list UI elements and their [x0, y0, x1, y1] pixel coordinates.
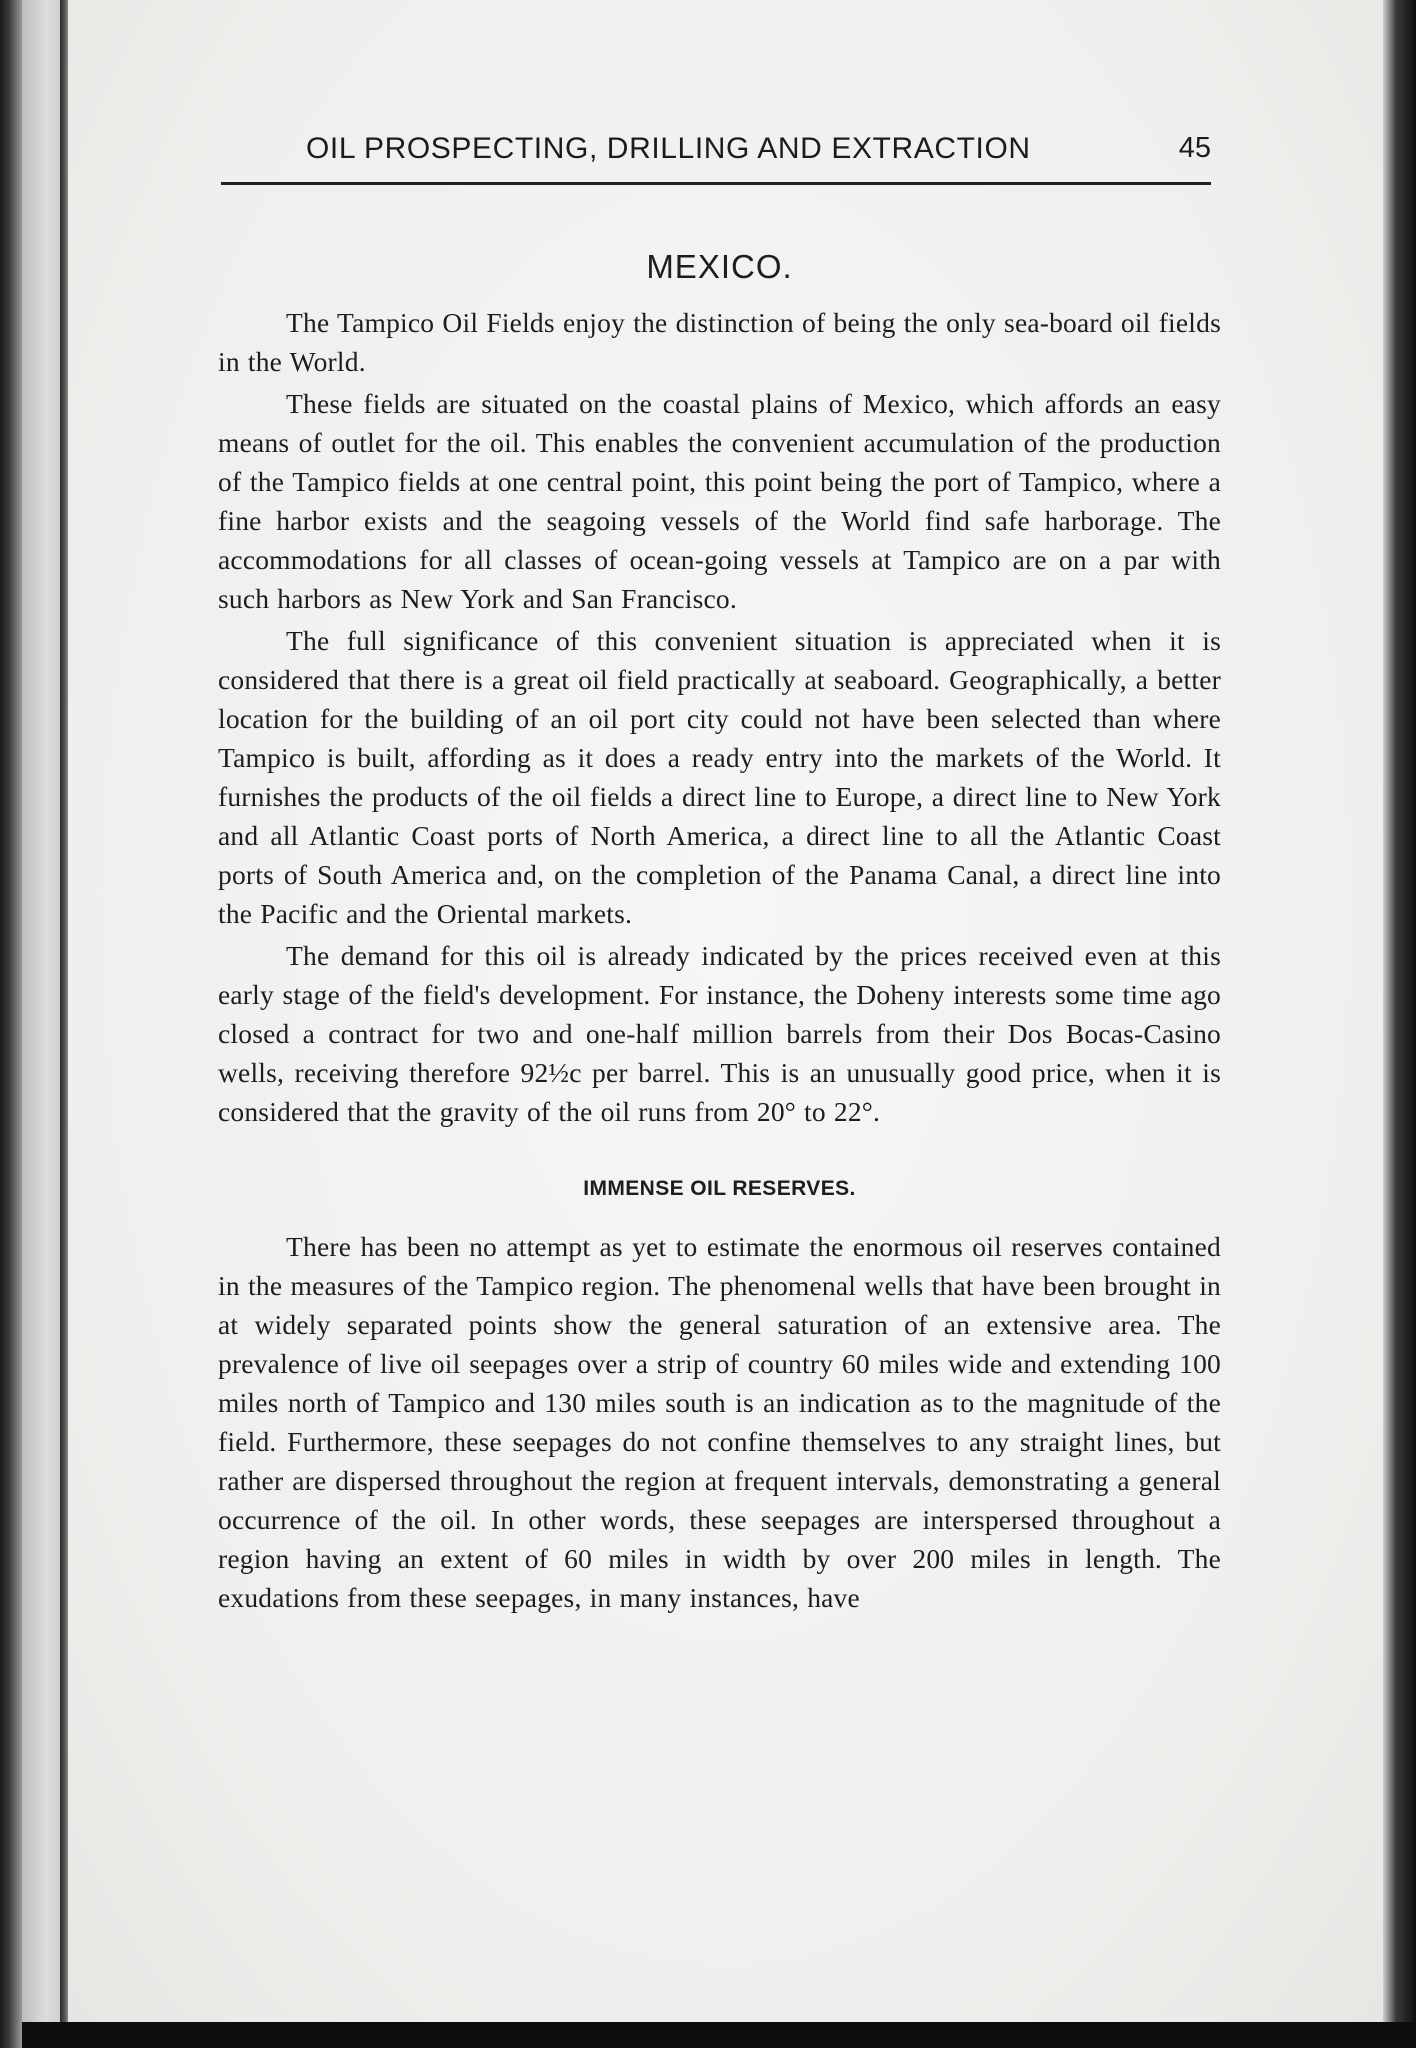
- bottom-page-edge: [22, 2022, 1416, 2048]
- page-header: [221, 132, 1211, 180]
- paragraph: The Tampico Oil Fields enjoy the distinction of being the only sea-board oil fields in the World.: [218, 307, 1221, 377]
- book-gutter: [60, 0, 68, 2048]
- paragraph: The full significance of this convenient situation is appreciated when it is considered that there is a great oil field practically at seaboard. Geographically, a better location for the building of an oil port city could not have been selected than where Tampico is built, affording as it does a ready entry into the markets of the World. It furnishes the products of the oil fields a direct line to Europe, a direct line to New York and all Atlantic Coast ports of North America, a direct line to all the Atlantic Coast ports of South America and, on the completion of the Panama Canal, a direct line into the Pacific and the Oriental markets.: [218, 625, 1221, 929]
- section-title: MEXICO.: [646, 248, 793, 285]
- paragraph: These fields are situated on the coastal plains of Mexico, which affords an easy means of outlet for the oil. This enables the convenient accumulation of the production of the Tampico fields at one central point, this point being the port of Tampico, where a fine harbor exists and the seagoing vessels of the World find safe harborage. The accommodations for all classes of ocean-going vessels at Tampico are on a par with such harbors as New York and San Francisco.: [218, 388, 1221, 614]
- page-number: 45: [1178, 132, 1211, 164]
- book-binding-edge: [0, 0, 22, 2048]
- right-page-edge: [1383, 0, 1416, 2048]
- page-body: [218, 245, 1221, 1617]
- subsection-title: IMMENSE OIL RESERVES.: [583, 1177, 856, 1200]
- paragraph: The demand for this oil is already indicated by the prices received even at this early stage of the field's development. For instance, the Doheny interests some time ago closed a contract for two and one-half million barrels from their Dos Bocas-Casino wells, receiving therefore 92½c per barrel. This is an unusually good price, when it is considered that the gravity of the oil runs from 20° to 22°.: [218, 940, 1221, 1127]
- header-rule: [221, 182, 1211, 185]
- paragraph: There has been no attempt as yet to estimate the enormous oil reserves contained in the measures of the Tampico region. The phenomenal wells that have been brought in at widely separated points show the general saturation of an extensive area. The prevalence of live oil seepages over a strip of country 60 miles wide and extending 100 miles north of Tampico and 130 miles south is an indication as to the magnitude of the field. Furthermore, these seepages do not confine themselves to any straight lines, but rather are dispersed throughout the region at frequent intervals, demonstrating a general occurrence of the oil. In other words, these seepages are interspersed throughout a region having an extent of 60 miles in width by over 200 miles in length. The exudations from these seepages, in many instances, have: [218, 1231, 1221, 1613]
- facing-page-edge: [22, 0, 62, 2048]
- running-title: OIL PROSPECTING, DRILLING AND EXTRACTION: [306, 132, 1031, 165]
